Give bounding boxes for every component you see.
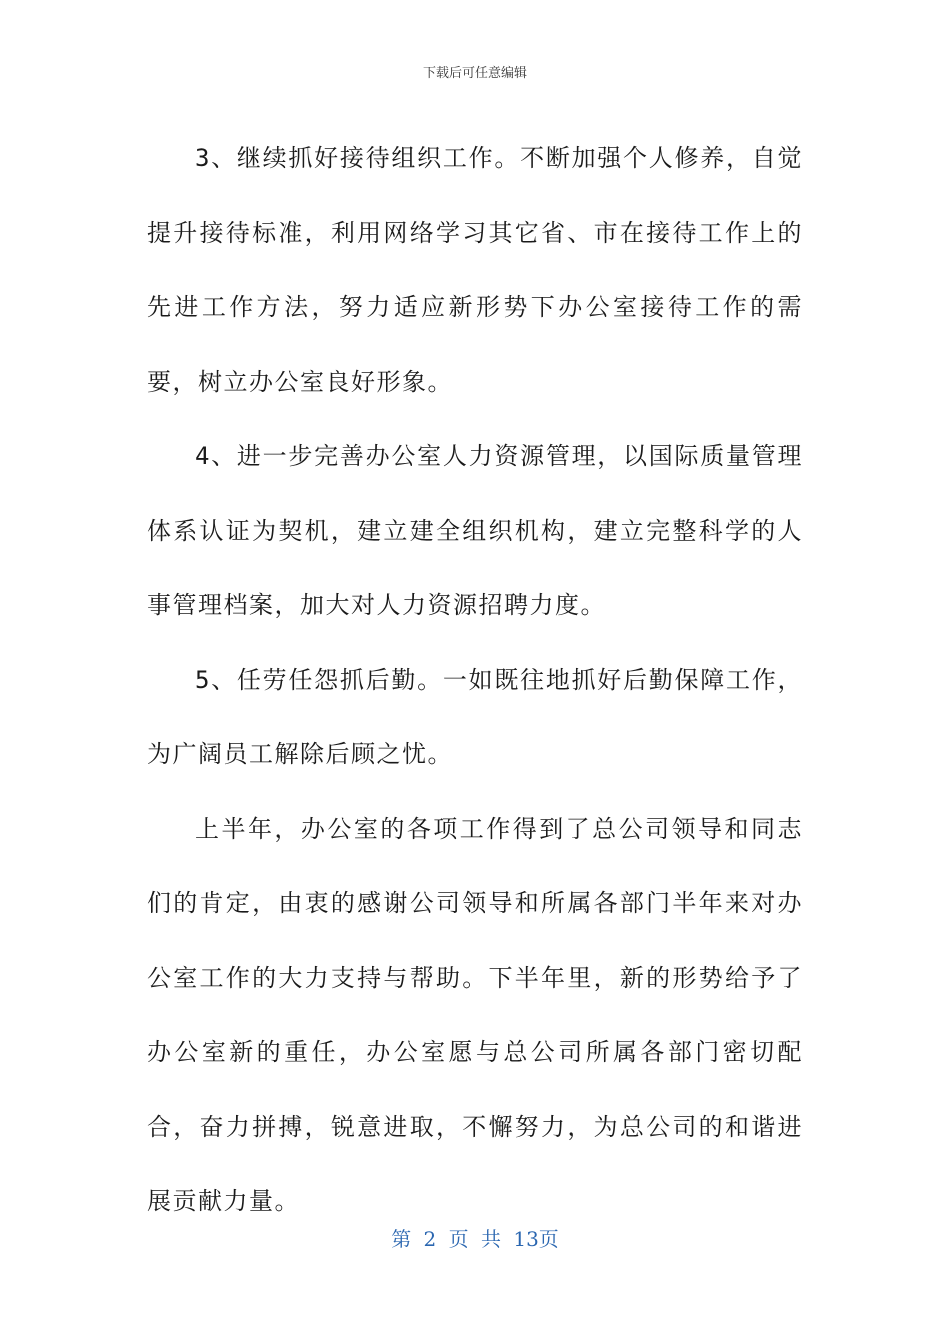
page-header: 下载后可任意编辑 — [422, 66, 527, 81]
document-body — [147, 121, 803, 1239]
paragraph-item-5: 5、任劳任怨抓后勤。一如既往地抓好后勤保障工作，为广阔员工解除后顾之忧。 — [147, 665, 803, 768]
page-number-footer: 第 2 页 共 13页 — [391, 1227, 559, 1251]
paragraph-item-4: 4、进一步完善办公室人力资源管理，以国际质量管理体系认证为契机，建立建全组织机构，建立完整科学的人事管理档案，加大对人力资源招聘力度。 — [147, 442, 803, 619]
paragraph-item-3: 3、继续抓好接待组织工作。不断加强个人修养，自觉提升接待标准，利用网络学习其它省、市在接待工作上的先进工作方法，努力适应新形势下办公室接待工作的需要，树立办公室良好形象。 — [147, 144, 803, 396]
paragraph-summary: 上半年，办公室的各项工作得到了总公司领导和同志们的肯定，由衷的感谢公司领导和所属各部门半年来对办公室工作的大力支持与帮助。下半年里，新的形势给予了办公室新的重任，办公室愿与总公司所属各部门密切配合，奋力拼搏，锐意进取，不懈努力，为总公司的和谐进展贡献力量。 — [147, 814, 803, 1215]
